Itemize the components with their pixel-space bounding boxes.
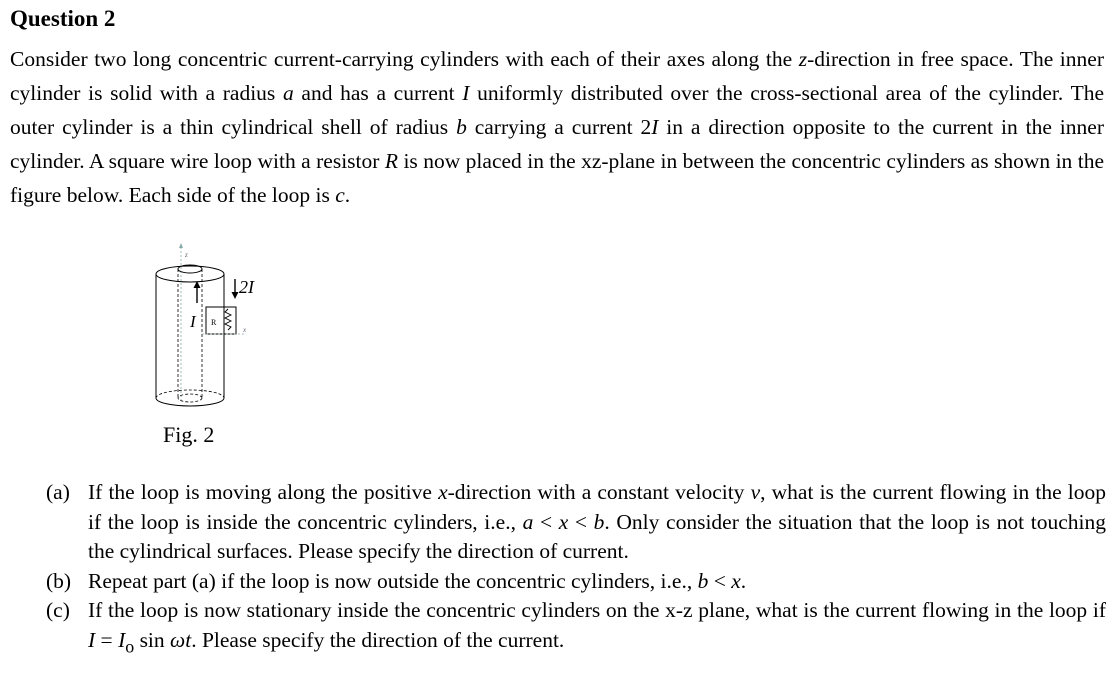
resistor-zigzag [225,309,231,330]
text-run: uniformly distributed over the cross-sectional area of the cylinder. The outer cylinder is a thin cylindrical shell of radius [10,81,1104,139]
math-variable: v [750,480,761,504]
text-run: -direction in free space. The inner cylinder is solid with a radius [10,47,1104,105]
text-run: < [708,568,732,593]
math-variable: R [384,149,399,173]
math-variable: I [118,627,126,652]
text-run: . [740,568,747,593]
text-run: Repeat part (a) if the loop is now outside the concentric cylinders, i.e., [88,568,698,593]
text-run: If the loop is moving along the positive [88,480,439,504]
text-run: in a direction opposite to the current in the inner cylinder. A square wire loop with a resistor [10,115,1104,173]
text-run: . Only consider the situation that the loop is not touching the cylindrical surfaces. Please specify the direction of current. [88,509,1106,563]
inner-cylinder-bottom [178,394,202,402]
text-run: If the loop is now stationary inside the concentric cylinders on the x-z plane, what is the current flowing in the loop if [88,598,1106,622]
part-text [88,478,1106,567]
question-part [46,567,1106,597]
math-variable: ωt [170,627,192,652]
text-run: Consider two long concentric current-carrying cylinders with each of their axes along the [10,47,799,71]
text-run: = [95,627,119,652]
text-run: . Please specify the direction of the current. [191,627,565,652]
x-axis-label: x [243,326,247,334]
math-variable: x [438,480,448,504]
question-title: Question 2 [10,6,116,31]
math-variable: b [697,568,709,593]
part-label: (c) [46,598,70,622]
math-variable: b [456,115,467,139]
math-variable: a [282,81,294,105]
math-subscript: o [125,635,135,656]
part-text [88,596,1106,661]
question-part [46,596,1106,661]
text-run: sin [134,627,171,652]
math-variable: x [558,509,569,534]
math-variable: I [462,81,470,105]
outer-current-arrowhead [232,292,239,299]
text-run: carrying a current 2 [466,115,652,139]
math-variable: b [593,509,605,534]
text-run: -direction with a constant velocity [447,480,751,504]
text-run: . [344,183,351,207]
text-run: is now placed in the xz-plane in between the concentric cylinders as shown in the figure below. Each side of the loop is [10,149,1105,207]
outer-cylinder-top [156,266,224,282]
question-intro [10,42,1104,212]
concentric-cylinders-figure [145,243,265,418]
outer-current-label: 2I [239,277,254,297]
inner-current-label: I [190,312,196,331]
text-run: and has a current [293,81,463,105]
outer-cylinder-bottom-front [156,398,224,406]
outer-cylinder-bottom-back [156,390,224,398]
part-label: (b) [46,568,72,593]
figure-caption: Fig. 2 [163,422,215,447]
z-axis-label: z [185,251,188,259]
text-run: , what is the current flowing in the loop if the loop is inside the concentric cylinders, i.e., [88,480,1106,534]
text-run: < [533,509,559,534]
math-variable: z [798,47,808,71]
z-axis-arrow [179,243,183,248]
math-variable: a [522,509,534,534]
resistor-label: R [211,318,217,327]
question-parts [46,478,1106,661]
part-label: (a) [46,480,70,504]
math-variable: I [88,627,96,652]
question-part [46,478,1106,567]
part-text [88,567,1106,597]
math-variable: I [651,115,659,139]
math-variable: c [335,183,345,207]
math-variable: x [731,568,741,593]
text-run: < [568,509,594,534]
